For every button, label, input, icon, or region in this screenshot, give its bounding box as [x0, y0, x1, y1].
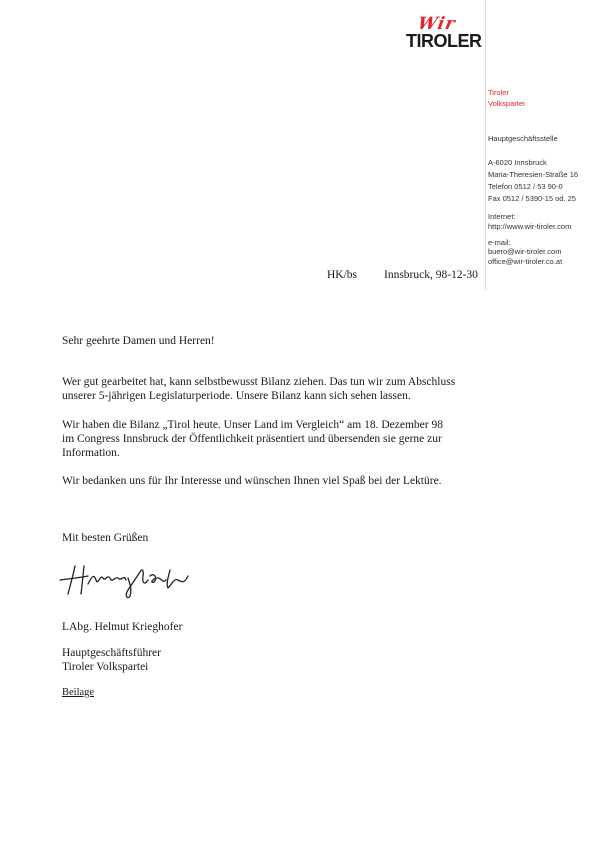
internet-label: Internet: — [488, 212, 516, 221]
signer-title-2: Tiroler Volkspartei — [62, 661, 149, 673]
reference-code: HK/bs — [327, 269, 358, 281]
fax-number: Fax 0512 / 5390-15 od. 25 — [488, 194, 576, 203]
paragraph-3: Wir bedanken uns für Ihr Interesse und wünschen Ihnen viel Spaß bei der Lektüre. — [62, 475, 442, 487]
email-address-1: buero@wir-tiroler.com — [488, 247, 562, 256]
closing: Mit besten Grüßen — [62, 532, 149, 544]
signer-title-1: Hauptgeschäftsführer — [62, 647, 161, 659]
letterhead-divider — [485, 0, 486, 290]
paragraph-2-line-3: Information. — [62, 447, 120, 459]
party-logo — [404, 14, 484, 54]
logo-tiroler-text: TIROLER — [406, 31, 482, 51]
party-name-line2: Volkspartei — [488, 99, 525, 108]
signer-name: LAbg. Helmut Krieghofer — [62, 621, 183, 633]
email-address-2: office@wir-tiroler.co.at — [488, 257, 563, 266]
paragraph-2-line-2: im Congress Innsbruck der Öffentlichkeit präsentiert und übersenden sie gerne zur — [62, 433, 442, 445]
phone-number: Telefon 0512 / 53 90-0 — [488, 182, 563, 191]
paragraph-2-line-1: Wir haben die Bilanz „Tirol heute. Unser Land im Vergleich“ am 18. Dezember 98 — [62, 419, 443, 431]
handwritten-signature — [58, 560, 208, 600]
paragraph-1 — [62, 375, 455, 403]
email-label: e-mail: — [488, 238, 511, 247]
address-line2: Maria-Theresien-Straße 16 — [488, 170, 579, 179]
paragraph-2 — [62, 418, 443, 460]
internet-url: http://www.wir-tiroler.com — [488, 222, 572, 231]
paragraph-1-line-2: unserer 5-jährigen Legislaturperiode. Unsere Bilanz kann sich sehen lassen. — [62, 390, 411, 402]
enclosure-note: Beilage — [62, 687, 95, 698]
paragraph-1-line-1: Wer gut gearbeitet hat, kann selbstbewusst Bilanz ziehen. Das tun wir zum Abschluss — [62, 376, 456, 388]
address-line1: A-6020 Innsbruck — [488, 158, 547, 167]
party-name-line1: Tiroler — [488, 88, 509, 97]
office-name: Hauptgeschäftsstelle — [488, 134, 558, 143]
logo-wir-text: Wir — [415, 14, 458, 34]
salutation: Sehr geehrte Damen und Herren! — [62, 335, 215, 347]
date-line: Innsbruck, 98-12-30 — [384, 269, 478, 281]
